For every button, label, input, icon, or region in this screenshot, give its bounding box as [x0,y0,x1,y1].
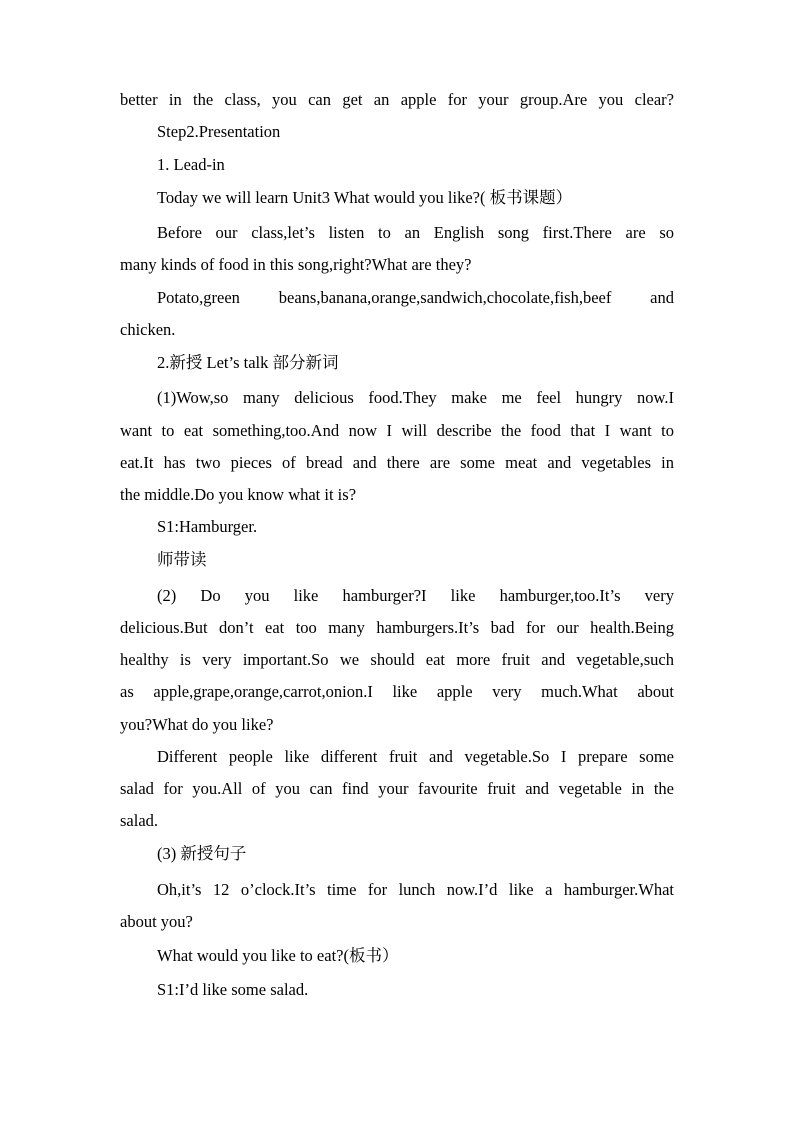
paragraph-line: Different people like different fruit and vegetable.So I prepare some [157,747,674,766]
paragraph-line: salad. [120,811,159,830]
paragraph-line: salad for you.All of you can find your favourite fruit and vegetable in the [120,779,674,798]
paragraph-line: as apple,grape,orange,carrot,onion.I like apple very much.What about [120,682,674,701]
paragraph-line: chicken. [120,320,176,339]
paragraph-line: you?What do you like? [120,715,274,734]
subsection-heading: 2.新授 Let’s talk 部分新词 [157,353,339,372]
paragraph-line: Today we will learn Unit3 What would you like?( 板书课题） [157,188,573,207]
paragraph-line: S1:I’d like some salad. [157,980,309,999]
paragraph-line: delicious.But don’t eat too many hamburgers.It’s bad for our health.Being [120,618,674,637]
paragraph-line: Before our class,let’s listen to an English song first.There are so [157,223,674,242]
paragraph-line: 师带读 [157,550,207,569]
paragraph-line: better in the class, you can get an apple for your group.Are you clear? [120,90,674,109]
paragraph-line: Potato,green beans,banana,orange,sandwich,chocolate,fish,beef and [157,288,674,307]
paragraph-line: many kinds of food in this song,right?What are they? [120,255,472,274]
paragraph-line: S1:Hamburger. [157,517,258,536]
paragraph-line: eat.It has two pieces of bread and there are some meat and vegetables in [120,453,674,472]
paragraph-line: Oh,it’s 12 o’clock.It’s time for lunch now.I’d like a hamburger.What [157,880,674,899]
section-heading: Step2.Presentation [157,122,281,141]
subsection-heading: (3) 新授句子 [157,844,247,863]
paragraph-line: What would you like to eat?(板书） [157,946,399,965]
paragraph-line: healthy is very important.So we should eat more fruit and vegetable,such [120,650,674,669]
paragraph-line: (1)Wow,so many delicious food.They make me feel hungry now.I [157,388,674,407]
paragraph-line: about you? [120,912,193,931]
paragraph-line: (2) Do you like hamburger?I like hamburger,too.It’s very [157,586,674,605]
subsection-heading: 1. Lead-in [157,155,225,174]
paragraph-line: want to eat something,too.And now I will describe the food that I want to [120,421,674,440]
paragraph-line: the middle.Do you know what it is? [120,485,357,504]
